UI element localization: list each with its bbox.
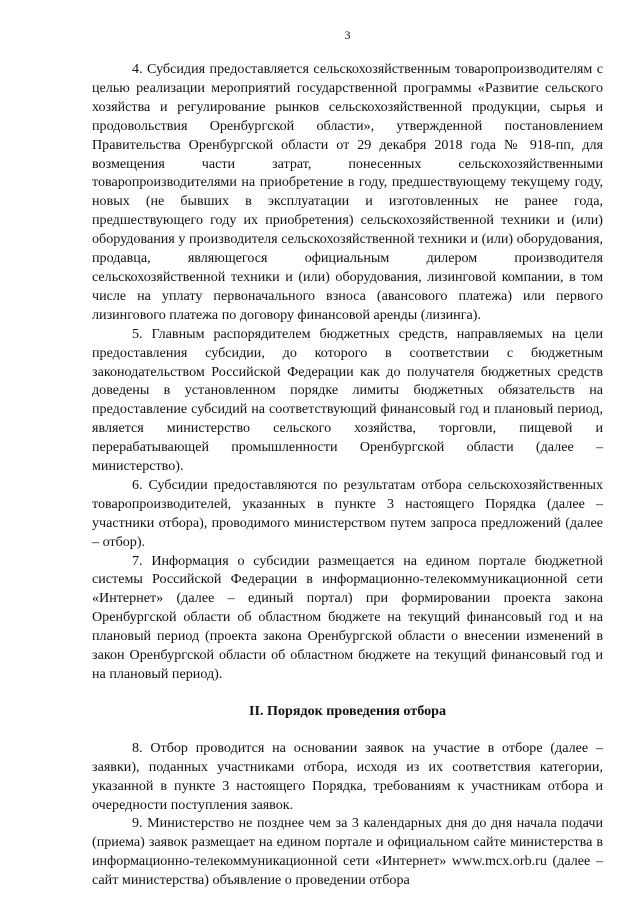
paragraph-7: 7. Информация о субсидии размещается на едином портале бюджетной системы Российской Федерации в информационно-телекоммуникационной сети «Интернет» (далее – единый портал) при формировании проекта закона Оренбургской области об областном бюджете на текущий финансовый год и на плановый период (проекта закона Оренбургской области о внесении изменений в закон Оренбургской области об областном бюджете на текущий финансовый год и на плановый период). bbox=[92, 552, 603, 682]
paragraph-9: 9. Министерство не позднее чем за 3 календарных дня до дня начала подачи (приема) заявок размещает на едином портале и официальном сайте министерства в информационно-телекоммуникационной сети «Интернет» www.mcx.orb.ru (далее – сайт министерства) объявление о проведении отбора bbox=[92, 815, 603, 889]
page-number: 3 bbox=[344, 28, 351, 42]
paragraph-4: 4. Субсидия предоставляется сельскохозяйственным товаропроизводителям с целью реализации мероприятий государственной программы «Развитие сельского хозяйства и регулирование рынков сельскохозяйственной продукции, сырья и продовольствия Оренбургской области», утвержденной постановлением Правительства Оренбургской области от 29 декабря 2018 года № 918-пп, для возмещения части затрат, понесенных сельскохозяйственными товаропроизводителями на приобретение в году, предшествующему текущему году, новых (не бывших в эксплуатации и изготовленных не ранее года, предшествующего году их приобретения) сельскохозяйственной техники и (или) оборудования у производителя сельскохозяйственной техники и (или) оборудования, продавца, являющегося официальным дилером производителя сельскохозяйственной техники и (или) оборудования, лизинговой компании, в том числе на уплату первоначального взноса (авансового платежа) или первого лизингового платежа по договору финансовой аренды (лизинга). bbox=[92, 61, 603, 323]
section-heading: II. Порядок проведения отбора bbox=[249, 702, 446, 719]
paragraph-6: 6. Субсидии предоставляются по результатам отбора сельскохозяйственных товаропроизводителей, указанных в пункте 3 настоящего Порядка (далее – участники отбора), проводимого министерством путем запроса предложений (далее – отбор). bbox=[92, 476, 603, 550]
paragraph-8: 8. Отбор проводится на основании заявок на участие в отборе (далее – заявки), поданных участниками отбора, исходя из их соответствия категории, указанной в пункте 3 настоящего Порядка, требованиям к участникам отбора и очередности поступления заявок. bbox=[92, 739, 603, 813]
paragraph-5: 5. Главным распорядителем бюджетных средств, направляемых на цели предоставления субсидии, до которого в соответствии с бюджетным законодательством Российской Федерации как до получателя бюджетных средств доведены в установленном порядке лимиты бюджетных обязательств на предоставление субсидий на соответствующий финансовый год и плановый период, является министерство сельского хозяйства, торговли, пищевой и перерабатывающей промышленности Оренбургской области (далее – министерство). bbox=[92, 325, 603, 475]
